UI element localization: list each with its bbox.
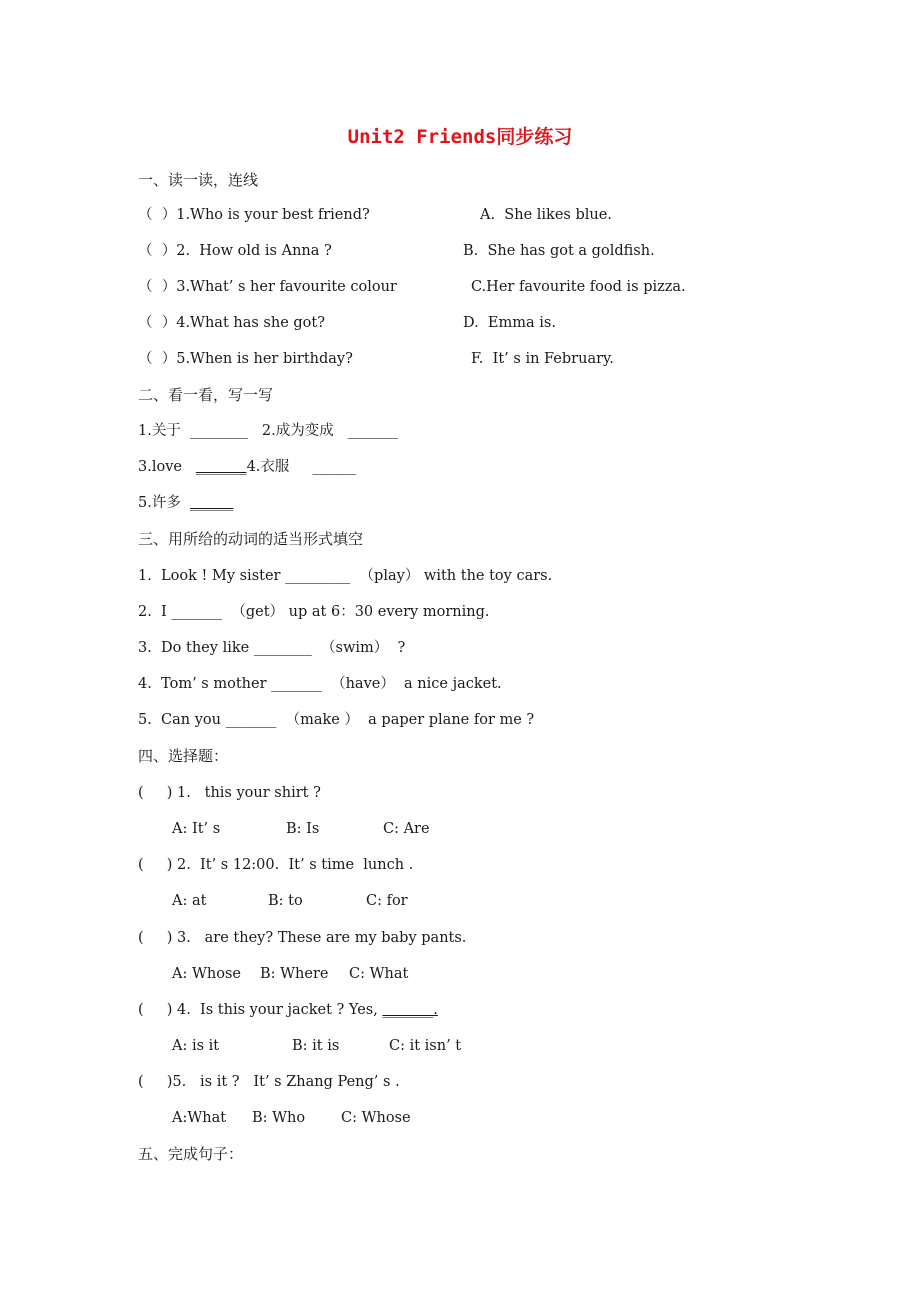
choice-question: ( )5. is it ? It’ s Zhang Peng’ s . xyxy=(138,1074,400,1090)
match-answer: B. She has got a goldfish. xyxy=(463,243,655,259)
choice-question: ( ) 1. this your shirt ? xyxy=(138,785,321,801)
choice-option: B: Is xyxy=(286,821,320,837)
choice-question: ( ) 2. It’ s 12:00. It’ s time lunch . xyxy=(138,857,414,873)
match-question: （ ）4.What has she got? xyxy=(138,315,325,331)
fill-blank-item: 1. Look ! My sister _________ （play） with the toy cars. xyxy=(138,568,553,584)
choice-option: C: Are xyxy=(383,821,430,837)
vocab-item-clothes: 4.衣服 ______ xyxy=(246,459,356,475)
choice-option: A: at xyxy=(172,893,207,909)
match-answer: A. She likes blue. xyxy=(480,207,612,223)
choice-option: B: it is xyxy=(292,1038,340,1054)
match-answer: D. Emma is. xyxy=(463,315,556,331)
choice-option: A:What xyxy=(172,1110,227,1126)
match-answer: F. It’ s in February. xyxy=(471,351,614,367)
choice-option: C: it isn’ t xyxy=(389,1038,462,1054)
choice-option: A: is it xyxy=(172,1038,220,1054)
choice-option: B: Where xyxy=(260,966,329,982)
fill-blank-item: 3. Do they like ________ （swim） ? xyxy=(138,640,406,656)
section1-heading: 一、读一读，连线 xyxy=(138,171,259,189)
section4-heading: 四、选择题： xyxy=(138,747,229,765)
choice-option: A: Whose xyxy=(172,966,241,982)
vocab-line-2 xyxy=(138,457,356,477)
choice-option: A: It’ s xyxy=(172,821,221,837)
choice-option: C: Whose xyxy=(341,1110,411,1126)
page-title: Unit2 Friends同步练习 xyxy=(347,126,573,148)
vocab-line-1: 1.关于 ________ 2.成为变成 _______ xyxy=(138,423,399,439)
vocab-item-love: 3.love xyxy=(138,459,196,475)
choice-question xyxy=(138,1000,438,1020)
match-question: （ ）5.When is her birthday? xyxy=(138,351,353,367)
choice-option: B: to xyxy=(268,893,303,909)
match-question: （ ）1.Who is your best friend? xyxy=(138,207,370,223)
match-question: （ ）3.What’ s her favourite colour xyxy=(138,279,397,295)
section2-heading: 二、看一看，写一写 xyxy=(138,386,274,404)
choice-option: B: Who xyxy=(252,1110,306,1126)
choice-question: ( ) 3. are they? These are my baby pants. xyxy=(138,930,467,946)
choice-option: C: What xyxy=(349,966,409,982)
answer-blank[interactable]: _______ xyxy=(195,459,247,475)
match-answer: C.Her favourite food is pizza. xyxy=(471,279,686,295)
fill-blank-item: 2. I _______ （get） up at 6：30 every morning. xyxy=(138,604,490,620)
section5-heading: 五、完成句子： xyxy=(138,1145,244,1163)
section3-heading: 三、用所给的动词的适当形式填空 xyxy=(138,530,364,548)
fill-blank-item: 4. Tom’ s mother _______ （have） a nice jacket. xyxy=(138,676,502,692)
vocab-item-many: 5.许多 xyxy=(138,495,191,511)
vocab-line-3 xyxy=(138,493,234,513)
question-text: ( ) 4. Is this your jacket ? Yes, xyxy=(138,1002,383,1018)
match-question: （ ）2. How old is Anna ? xyxy=(138,243,332,259)
answer-blank[interactable]: _______. xyxy=(382,1002,438,1018)
answer-blank[interactable]: ______ xyxy=(190,495,234,511)
choice-option: C: for xyxy=(366,893,408,909)
fill-blank-item: 5. Can you _______ （make ） a paper plane for me ? xyxy=(138,712,535,728)
